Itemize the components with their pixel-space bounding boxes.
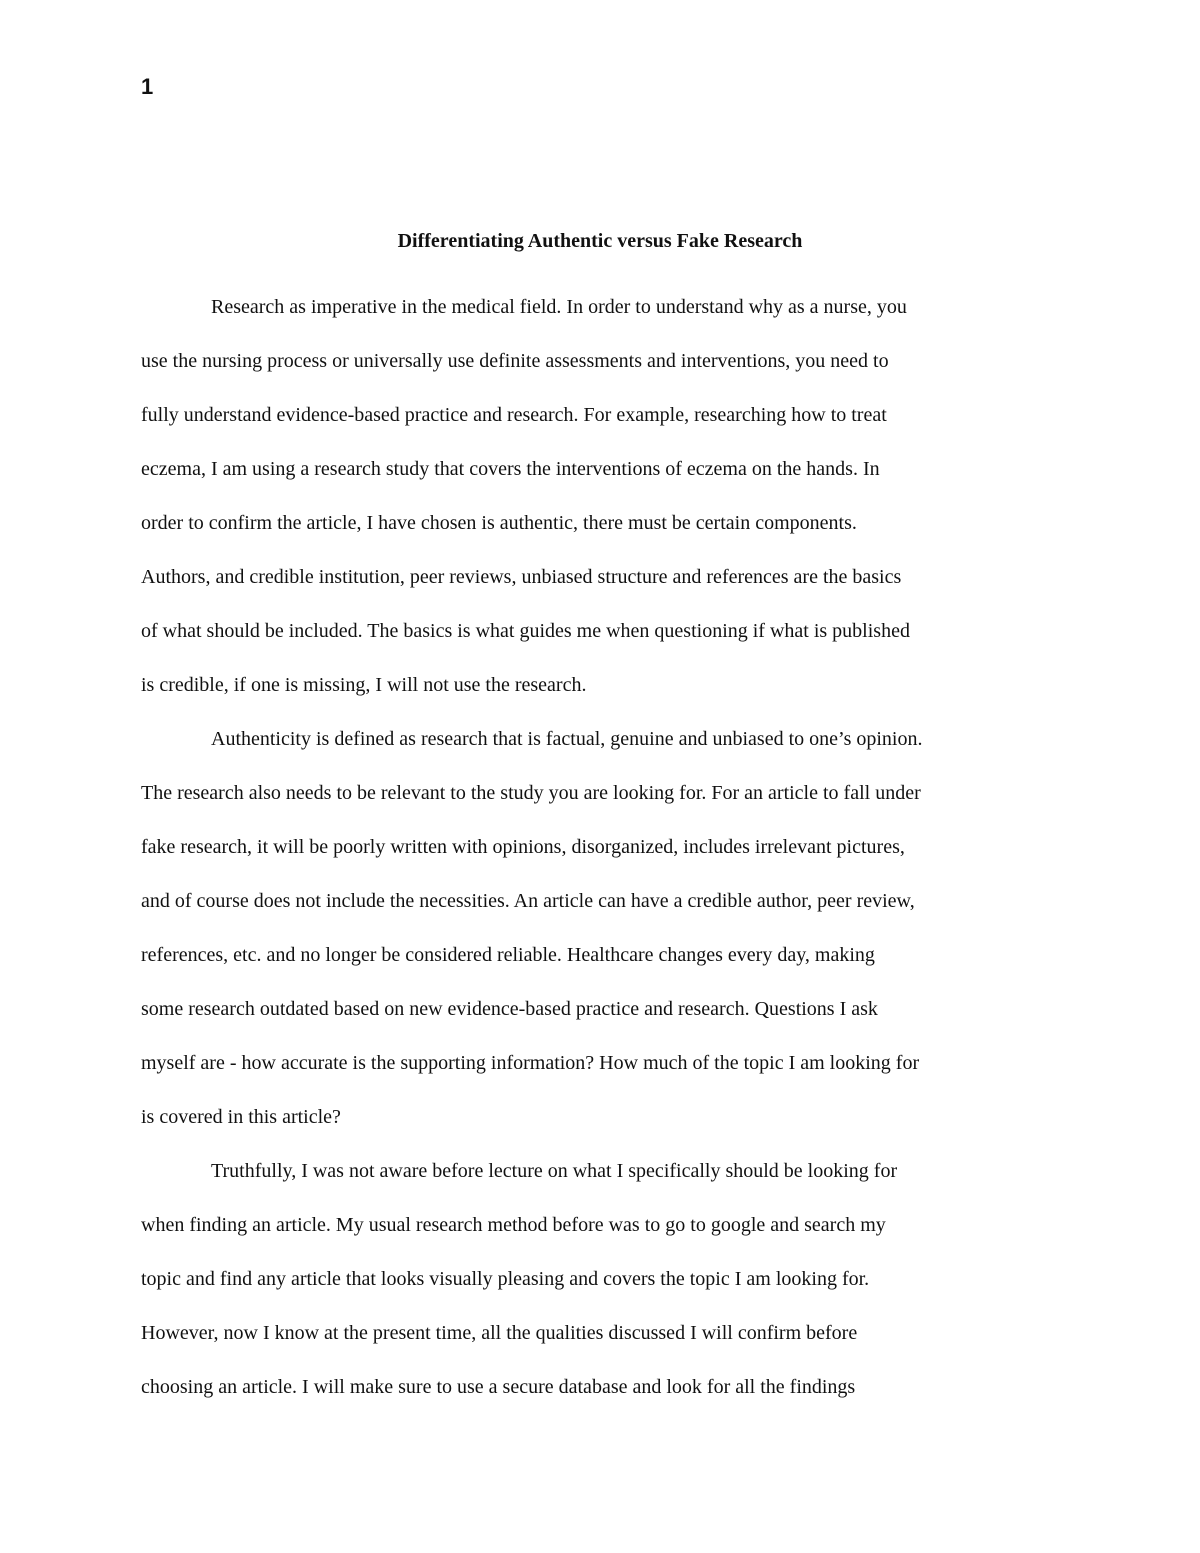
paragraph-line: Authenticity is defined as research that is factual, genuine and unbiased to one’s opinion. [211,728,923,750]
paragraph-line: and of course does not include the necessities. An article can have a credible author, peer review, [141,890,915,912]
paragraph-line: use the nursing process or universally use definite assessments and interventions, you need to [141,350,889,372]
paragraph-line: Research as imperative in the medical field. In order to understand why as a nurse, you [211,296,907,318]
paragraph-line: myself are - how accurate is the supporting information? How much of the topic I am looking for [141,1052,920,1074]
paragraph-line: is credible, if one is missing, I will not use the research. [141,674,587,696]
paragraph-line: topic and find any article that looks visually pleasing and covers the topic I am looking for. [141,1268,870,1290]
paragraph-line: The research also needs to be relevant to the study you are looking for. For an article to fall under [141,782,921,804]
paragraph-line: some research outdated based on new evidence-based practice and research. Questions I ask [141,998,878,1020]
paragraph-3 [141,1144,1059,1414]
paragraph-line: is covered in this article? [141,1106,341,1128]
paragraph-line: when finding an article. My usual research method before was to go to google and search my [141,1214,886,1236]
page-number: 1 [141,74,154,99]
paragraph-line: references, etc. and no longer be considered reliable. Healthcare changes every day, making [141,944,875,966]
paragraph-line: Truthfully, I was not aware before lecture on what I specifically should be looking for [211,1160,898,1182]
paragraph-line: fake research, it will be poorly written with opinions, disorganized, includes irrelevant pictures, [141,836,905,858]
paragraph-2 [141,712,1059,1144]
paragraph-line: Authors, and credible institution, peer reviews, unbiased structure and references are the basics [141,566,902,588]
paragraph-line: choosing an article. I will make sure to use a secure database and look for all the findings [141,1376,856,1398]
paragraph-1 [141,280,1059,712]
document-body [141,226,1059,1414]
paragraph-line: of what should be included. The basics is what guides me when questioning if what is published [141,620,910,642]
document-title: Differentiating Authentic versus Fake Research [397,230,803,252]
paragraph-line: However, now I know at the present time, all the qualities discussed I will confirm before [141,1322,858,1344]
paragraph-line: fully understand evidence-based practice and research. For example, researching how to treat [141,404,887,426]
paragraph-line: order to confirm the article, I have chosen is authentic, there must be certain components. [141,512,857,534]
paragraph-line: eczema, I am using a research study that covers the interventions of eczema on the hands. In [141,458,880,480]
